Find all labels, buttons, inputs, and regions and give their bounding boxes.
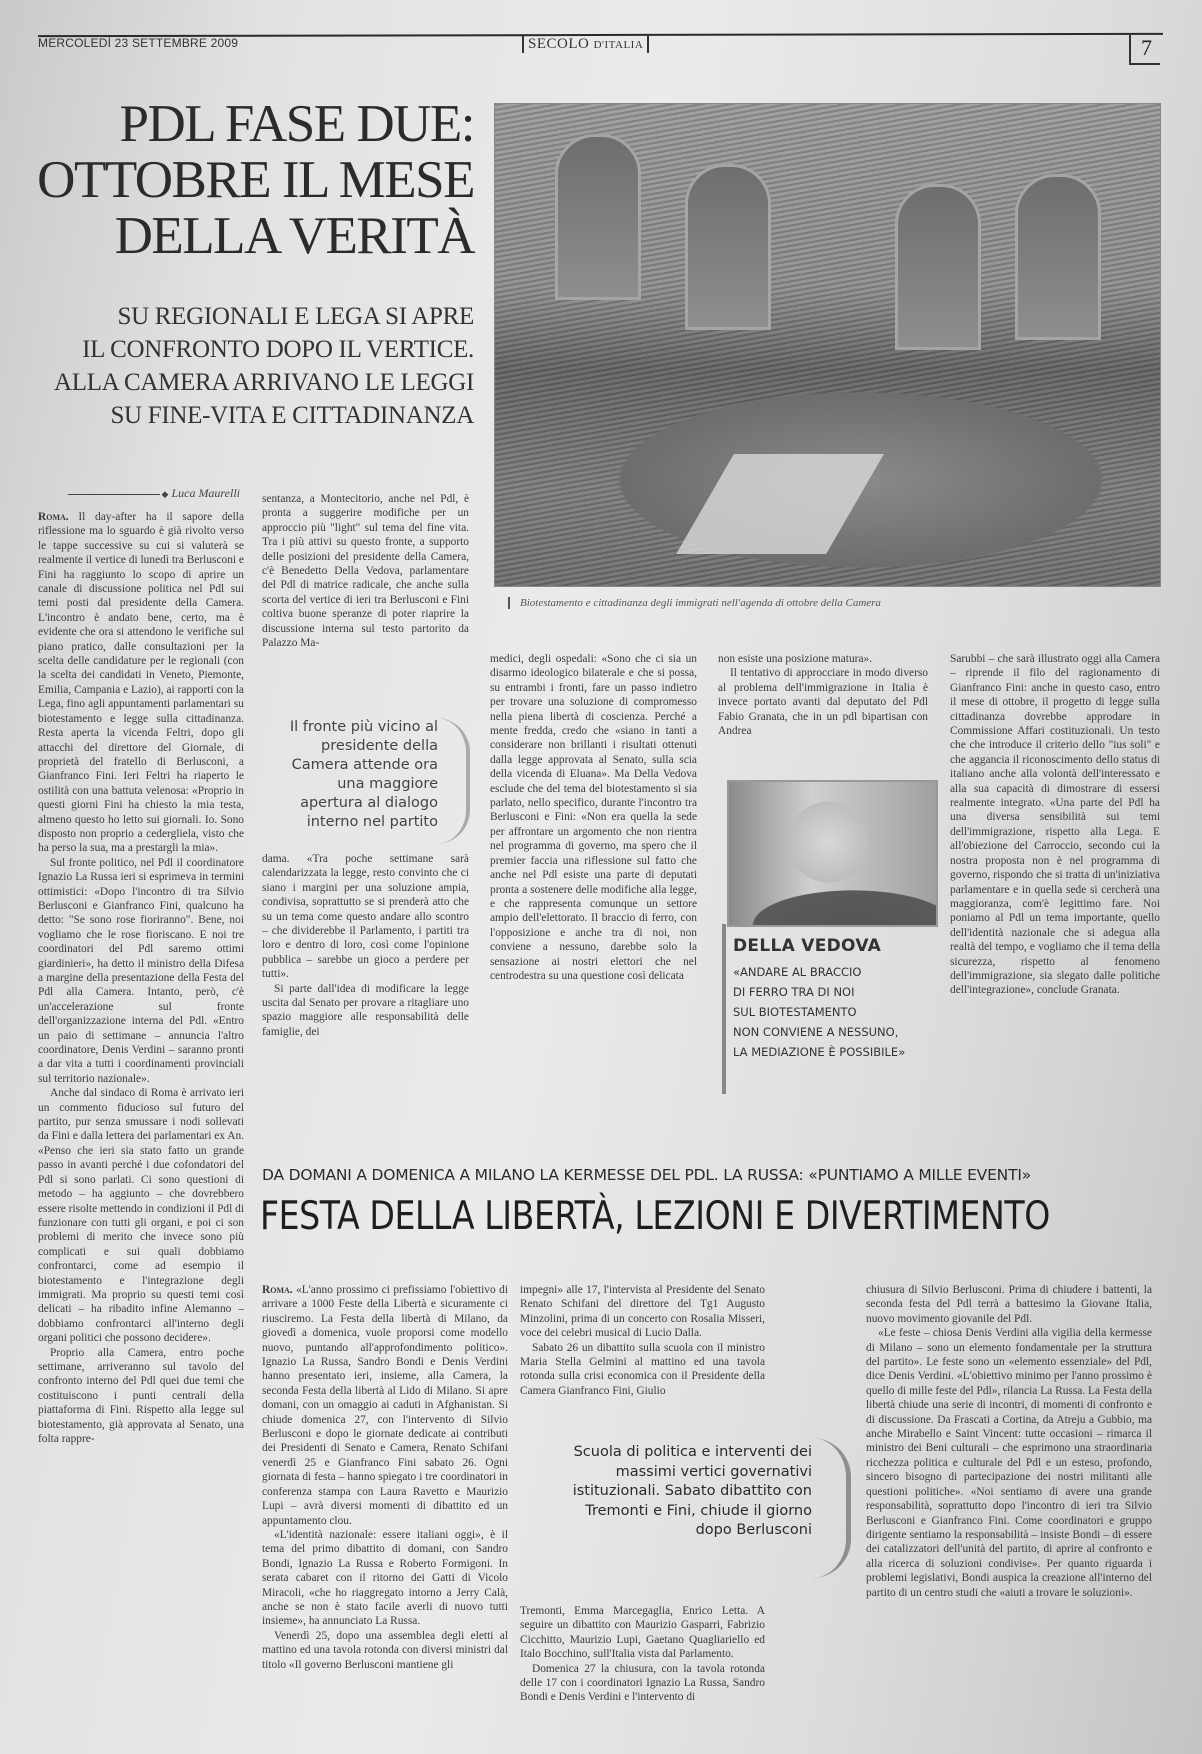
quote-speaker-name: DELLA VEDOVA — [733, 936, 882, 956]
main-deck — [34, 300, 474, 432]
headline-line: OTTOBRE IL MESE — [37, 151, 474, 209]
paragraph: Tremonti, Emma Marcegaglia, Enrico Letta. A seguire un dibattito con Maurizio Gasparri, Fabrizio Cicchitto, Maurizio Lupi, Gaetano Quagliariello ed Italo Bocchino, sull'Italia vista dal Parlamento. — [520, 1605, 765, 1661]
quote-line: SUL BIOTESTAMENTO — [733, 1005, 857, 1019]
article1-column-1 — [38, 510, 244, 1742]
paragraph: «Le feste – chiosa Denis Verdini alla vigilia della kermesse di Milano – sono un elemento fondamentale per la struttura del partito». Le feste sono un «elemento essenziale» del Pdl, dice Denis Verdini. «L'obiettivo minimo per l'anno prossimo è quello di mille feste del Pdl», rilancia La Russa. La Festa della libertà chiude una serie di incontri, di momenti di confronto e di discussione. Da Frascati a Cortina, da Atreju a Gubbio, ma anche Mirabello e Saint Vincent: tutte occasioni – rimarca il ministro dei Beni culturali – che esprimono una straordinaria ricchezza politica e culturale del Pdl e un esteso, profondo, sincero bisogno di partecipazione dei nostri militanti alle questioni politiche». «Noi sentiamo di avere una grande responsabilità, soprattutto dopo l'incontro di ieri tra Silvio Berlusconi e Gianfranco Fini. Come coordinatori e gruppo dirigente sentiamo la responsabilità – insiste Bondi – di essere dei catalizzatori dell'unità del partito, di aprire al confronto e alla ricerca di soluzioni condivise». Per quanto riguarda i problemi legislativi, Bondi auspica la creazione all'interno del partito di un centro studi che «aiuti a trovare le soluzioni». — [866, 1327, 1152, 1599]
paragraph: impegni» alle 17, l'intervista al Presidente del Senato Renato Schifani del direttore del Tg1 Augusto Minzolini, prima di un concerto con Rosalia Misseri, voce dei celebri musical di Lucio Dalla. — [520, 1284, 765, 1340]
article1-column-5 — [950, 652, 1160, 1092]
newspaper-name — [522, 36, 649, 53]
paragraph: medici, degli ospedali: «Sono che ci sia un disarmo ideologico bilaterale e che si possa, su entrambi i fronti, fare un passo indietro per trovare una soluzione di compromesso nella piena libertà di coscienza. Perché a mente fredda, credo che «siano in tanti a considerare non brillanti i risultati ottenuti dalla legge approvata al Senato, sulla scia della vicenda di Eluana». Ma Della Vedova esclude che del tema del biotestamento si sia parlato, nello specifico, durante l'incontro tra Berlusconi e Fini: «Non era quella la sede per affrontare un argomento che non rientra nel programma di governo, ma spero che il premier faccia una riflessione sul fatto che anche nel Pdl esiste una parte di deputati pronta a sostenere delle modifiche alla legge, e che rappresenta comunque un settore ampio dell'elettorato. Il braccio di ferro, con l'opposizione e anche tra di noi, non conviene a nessuno, darebbe solo la sensazione ai nostri elettori che nel centrodestra su una questione così delicata — [490, 653, 697, 982]
deck-line: IL CONFRONTO DOPO IL VERTICE. — [82, 336, 474, 363]
paragraph: Sarubbi – che sarà illustrato oggi alla Camera – riprende il filo del ragionamento di Gianfranco Fini: anche in questo caso, entro il mese di ottobre, il progetto di legge sulla cittadinanza dovrebbe approdare in Commissione Affari costituzionali. Un testo che che introduce il criterio dello "ius soli" e che aggancia il riconoscimento dello status di italiano anche alla volontà dell'interessato e alla sua capacità di dimostrare di essersi realmente integrato. «Una parte del Pdl ha una diversa sensibilità sui temi dell'immigrazione, rispetto alla Lega. E all'obiezione del Carroccio, secondo cui la nostra proposta non è nel programma di governo, rispondo che si tratta di un'iniziativa parlamentare e in quella sede si cercherà una maggioranza, com'è legittimo fare. Noi poniamo al Pdl un tema importante, quello dell'identità nazionale che si adegua alla realtà del tempo, e vogliamo che il tema della sicurezza, rispetto al fenomeno dell'immigrazione, sia slegato dalle politiche dell'integrazione», conclude Granata. — [950, 653, 1160, 997]
article1-column-2-top — [262, 492, 469, 694]
della-vedova-portrait — [727, 780, 938, 927]
page-number: 7 — [1129, 33, 1160, 65]
brace-decoration — [812, 1438, 851, 1578]
issue-date: MERCOLEDÌ 23 SETTEMBRE 2009 — [38, 36, 239, 50]
parliament-chamber-photo — [494, 103, 1161, 587]
dateline: Roma. — [262, 1284, 293, 1296]
dateline: Roma. — [38, 511, 69, 523]
paragraph: Anche dal sindaco di Roma è arrivato ieri un commento fiducioso sul futuro del partito, pur senza smussare i nodi sollevati da Fini e dalla lettera dei parlamentari ex An. «Penso che ieri sia stato fatto un grande passo in avanti perché i due cofondatori del Pdl si sono parlati. Ci sono questioni di metodo – ha aggiunto – che dovrebbero essere risolte mettendo in condizioni il Pdl di funzionare con tutti gli organi, e poi ci son problemi di merito che invece sono più complicati e sui quali dobbiamo confrontarci, come ad esempio il biotestamento e l'integrazione degli immigrati. Ma proprio su questi temi così delicati – ha ribadito infine Alemanno – dobbiamo confrontarci all'interno degli organi politici che possono decidere». — [38, 1087, 244, 1345]
diamond-icon: ◆ — [161, 488, 169, 499]
paragraph: non esiste una posizione matura». — [718, 653, 873, 665]
article2-kicker: DA DOMANI A DOMENICA A MILANO LA KERMESSE DEL PDL. LA RUSSA: «PUNTIAMO A MILLE EVENTI» — [262, 1166, 1031, 1184]
paragraph: Il tentativo di approcciare in modo diverso al problema dell'immigrazione in Italia è invece portato avanti dal deputato del Pdl Fabio Granata, che in un pdl bipartisan con Andrea — [718, 667, 928, 738]
paragraph: chiusura di Silvio Berlusconi. Prima di chiudere i battenti, la seconda festa del Pdl terrà a battesimo la Giovane Italia, nuovo movimento giovanile del Pdl. — [866, 1284, 1152, 1325]
photo-arch — [895, 184, 981, 350]
paragraph: Sabato 26 un dibattito sulla scuola con il ministro Maria Stella Gelmini al mattino ed una tavola rotonda sulla crisi economica con il Presidente della Camera Gianfranco Fini, Giulio — [520, 1341, 765, 1397]
photo-caption: Biotestamento e cittadinanza degli immigrati nell'agenda di ottobre della Camera — [508, 597, 881, 609]
headline-line: PDL FASE DUE: — [119, 95, 474, 153]
article1-column-2-bottom — [262, 852, 469, 1072]
article2-headline: FESTA DELLA LIBERTÀ, LEZIONI E DIVERTIMENTO — [260, 1194, 1050, 1239]
newspaper-name-small: D'ITALIA — [593, 39, 644, 51]
deck-line: SU FINE-VITA E CITTADINANZA — [110, 402, 474, 429]
paragraph: Proprio alla Camera, entro poche settimane, arriveranno sul tavolo del confronto interno del Pdl quei due temi che costituiscono i punti centrali della piattaforma di Fini. Rispetto alla legge sul biotestamento, già approvata al Senato, una folta rappre- — [38, 1346, 244, 1445]
paragraph: dama. «Tra poche settimane sarà calendarizzata la legge, resto convinto che ci siano i margini per una soluzione ampia, condivisa, soprattutto se si prenderà atto che su un tema come questo andare allo scontro – che dividerebbe il Parlamento, i partiti tra loro e dentro di loro, così come l'opinione pubblica – sarebbe un gioco a perdere per tutti». — [262, 853, 469, 981]
quote-line: LA MEDIAZIONE È POSSIBILE» — [733, 1045, 906, 1059]
byline-rule — [68, 494, 160, 495]
portrait-quote — [733, 962, 933, 1062]
article2-column-2-bottom — [520, 1604, 765, 1746]
article2-pull-quote: Scuola di politica e interventi dei massimi vertici governativi istituzionali. Sabato dibattito con Tremonti e Fini, chiude il giorno dopo Berlusconi — [572, 1444, 812, 1538]
article2-column-1 — [262, 1283, 508, 1746]
article2-column-2-top — [520, 1283, 765, 1403]
photo-arch — [1015, 174, 1101, 340]
article2-column-3 — [866, 1283, 1152, 1733]
deck-line: SU REGIONALI E LEGA SI APRE — [117, 303, 474, 330]
paragraph: Si parte dall'idea di modificare la legge uscita dal Senato per provare a ritagliare uno spazio maggiore alle responsabilità delle famiglie, dei — [262, 982, 469, 1038]
article1-column-4 — [718, 652, 928, 752]
photo-arch — [555, 134, 641, 300]
newspaper-name-main: SECOLO — [528, 36, 590, 52]
author-name: Luca Maurelli — [171, 486, 240, 500]
headline-line: DELLA VERITÀ — [114, 207, 474, 265]
paragraph: Roma. Il day-after ha il sapore della riflessione ma lo sguardo è già rivolto verso le tappe successive su cui si valuterà se realmente il vertice di lunedì tra Berlusconi e Fini ha raggiunto lo scopo di aprire un canale di discussione politica nel Pdl sui temi posti dal presidente della Camera. L'incontro è andato bene, certo, ma è evidente che ora si attendono le verifiche sul piano pratico, dalle consultazioni per la scelta delle candidature per le regionali (con la scelta dei candidati in Veneto, Piemonte, Emilia, Campania e Lazio), ai rapporti con la Lega, fino agli appuntamenti parlamentari su biotestamento e legge sulla cittadinanza. Resta aperta la vicenda Feltri, dopo gli attacchi del direttore del Giornale, di proprietà del fratello di Berlusconi, a Gianfranco Fini. Ieri Feltri ha riaperto le ostilità con una battuta velenosa: «Proprio in questi giorni Fini ha chiesto la mia testa, almeno questo ho letto sui giornali. Io. Sono disposto non proprio a cedergliela, visto che ha perso la sua, ma a prestargli la mia». — [38, 511, 244, 855]
paragraph: sentanza, a Montecitorio, anche nel Pdl, è pronta a suggerire modifiche per un approccio più "light" sul tema del fine vita. Tra i più attivi su questo fronte, a supporto delle posizioni del presidente della Camera, c'è Benedetto Della Vedova, parlamentare del Pdl di matrice radicale, che anche sulla scorta del vertice di ieri tra Berlusconi e Fini coltiva buone speranze di poter riaprire la discussione interna sul testo partorito da Palazzo Ma- — [262, 493, 469, 650]
deck-line: ALLA CAMERA ARRIVANO LE LEGGI — [53, 369, 474, 396]
pull-quote: Il fronte più vicino al presidente della Camera attende ora una maggiore apertura al dialogo interno nel partito — [289, 719, 438, 830]
article1-column-3 — [490, 652, 697, 1072]
paragraph: Roma. «L'anno prossimo ci prefissiamo l'obiettivo di arrivare a 1000 Feste della Libertà e sicuramente ci riusciremo. La Festa della libertà di Milano, da giovedì a domenica, vuole proporsi come modello nuovo, puntando all'approfondimento politico». Ignazio La Russa, Sandro Bondi e Denis Verdini hanno presentato ieri, insieme, alla Camera, la seconda Festa della libertà al Lido di Milano. Si apre domani, con un omaggio ai caduti in Afghanistan. Si chiude domenica 27, con l'intervento di Silvio Berlusconi e dopo le giornate dedicate ai contributi dei Presidenti di Senato e Camera, Renato Schifani venerdì 25 e Gianfranco Fini sabato 26. Ogni giornata di festa – hanno spiegato i tre coordinatori in conferenza stampa con Laura Ravetto e Maurizio Lupi – avrà diversi momenti di dibattito ed un appuntamento clou. — [262, 1284, 508, 1527]
photo-chamber-floor — [676, 454, 884, 554]
quote-line: NON CONVIENE A NESSUNO, — [733, 1025, 899, 1039]
main-headline — [14, 96, 474, 264]
paragraph: Venerdì 25, dopo una assemblea degli eletti al mattino ed una tavola rotonda con diversi ministri dal titolo «Il governo Berlusconi mantiene gli — [262, 1629, 508, 1671]
quote-line: «ANDARE AL BRACCIO — [733, 965, 862, 979]
byline — [66, 486, 240, 501]
photo-arch — [685, 164, 771, 330]
brace-decoration — [436, 718, 470, 844]
paragraph: Domenica 27 la chiusura, con la tavola rotonda delle 17 con i coordinatori Ignazio La Russa, Sandro Bondi e Denis Verdini e l'intervento di — [520, 1662, 765, 1704]
paragraph: «L'identità nazionale: essere italiani oggi», è il tema del primo dibattito di domani, con Sandro Bondi, Ignazio La Russa e Roberto Formigoni. In serata cabaret con il ritorno dei Gatti di Vicolo Miracoli, «che ho riaggregato intorno a Jerry Calà, anche se non è stato facile averli di nuovo tutti insieme», ha annunciato La Russa. — [262, 1528, 508, 1628]
quote-line: DI FERRO TRA DI NOI — [733, 985, 855, 999]
paragraph: Sul fronte politico, nel Pdl il coordinatore Ignazio La Russa ieri si esprimeva in termini ottimistici: «Dopo l'incontro di tra Silvio Berlusconi e Gianfranco Fini, qualcuno ha detto: "Se sono rose fioriranno". Bene, noi vogliamo che le rose fioriscano. E noi tre coordinatori del Pdl saremo ottimi giardinieri», ha detto il ministro della Difesa a margine della presentazione della Festa del Pdl alla Camera. Intanto, però, c'è un'accelerazione sul fronte dell'organizzazione interna del Pdl. «Entro un paio di settimane – annuncia l'altro coordinatore, Denis Verdini – saranno pronti a dar vita a tutti i coordinamenti provinciali sul territorio nazionale». — [38, 856, 244, 1085]
